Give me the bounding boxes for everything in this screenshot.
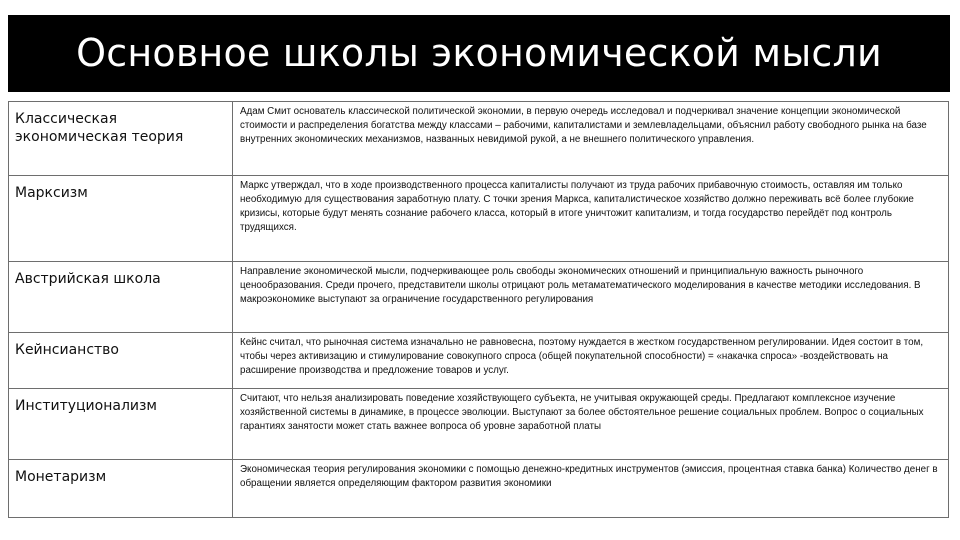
schools-table — [8, 101, 949, 518]
table-row — [9, 262, 949, 333]
table-row — [9, 460, 949, 518]
school-description: Считают, что нельзя анализировать поведение хозяйствующего субъекта, не учитывая окружающей среды. Предлагают комплексное изучение хозяйственной системы в динамике, в процессе эволюции. Выступают за более обстоятельное решение социальных проблем. Вопрос о социальных гарантиях занятости может стать важнее вопроса об уровне заработной платы — [233, 389, 949, 460]
school-description: Экономическая теория регулирования экономики с помощью денежно-кредитных инструментов (эмиссия, процентная ставка банка) Количество денег в обращении является определяющим фактором развития экономики — [233, 460, 949, 518]
school-description: Адам Смит основатель классической политической экономии, в первую очередь исследовал и подчеркивал значение концепции экономической стоимости и распределения богатства между классами – рабочими, капиталистами и землевладельцами, объяснил работу свободного рынка на базе внутренних экономических механизмов, названных невидимой рукой, а не внешнего политического управления. — [233, 102, 949, 176]
school-name: Кейнсианство — [9, 333, 233, 389]
school-name: Классическая экономическая теория — [9, 102, 233, 176]
table-row — [9, 333, 949, 389]
slide-title: Основное школы экономической мысли — [76, 31, 882, 75]
school-name: Марксизм — [9, 176, 233, 262]
school-description: Направление экономической мысли, подчеркивающее роль свободы экономических отношений и принципиальную важность рыночного ценообразования. Среди прочего, представители школы отрицают роль метаматематического моделирования в качестве методики исследования. В макроэкономике выступают за ограничение государственного регулирования — [233, 262, 949, 333]
school-name: Институционализм — [9, 389, 233, 460]
school-description: Кейнс считал, что рыночная система изначально не равновесна, поэтому нуждается в жестком государственном регулировании. Идея состоит в том, чтобы через активизацию и стимулирование совокупного спроса (общей покупательной способности) = «накачка спроса» -воздействовать на расширение производства и предложение товаров и услуг. — [233, 333, 949, 389]
school-name: Монетаризм — [9, 460, 233, 518]
title-bar — [8, 15, 950, 92]
school-name: Австрийская школа — [9, 262, 233, 333]
school-description: Маркс утверждал, что в ходе производственного процесса капиталисты получают из труда рабочих прибавочную стоимость, оставляя им только необходимую для существования заработную плату. С точки зрения Маркса, капиталистическое хозяйство должно переживать всё более глубокие кризисы, которые будут менять сознание рабочего класса, который в итоге уничтожит капитализм, и тогда государство перейдёт под контроль трудящихся. — [233, 176, 949, 262]
table-row — [9, 102, 949, 176]
table-row — [9, 389, 949, 460]
table-row — [9, 176, 949, 262]
